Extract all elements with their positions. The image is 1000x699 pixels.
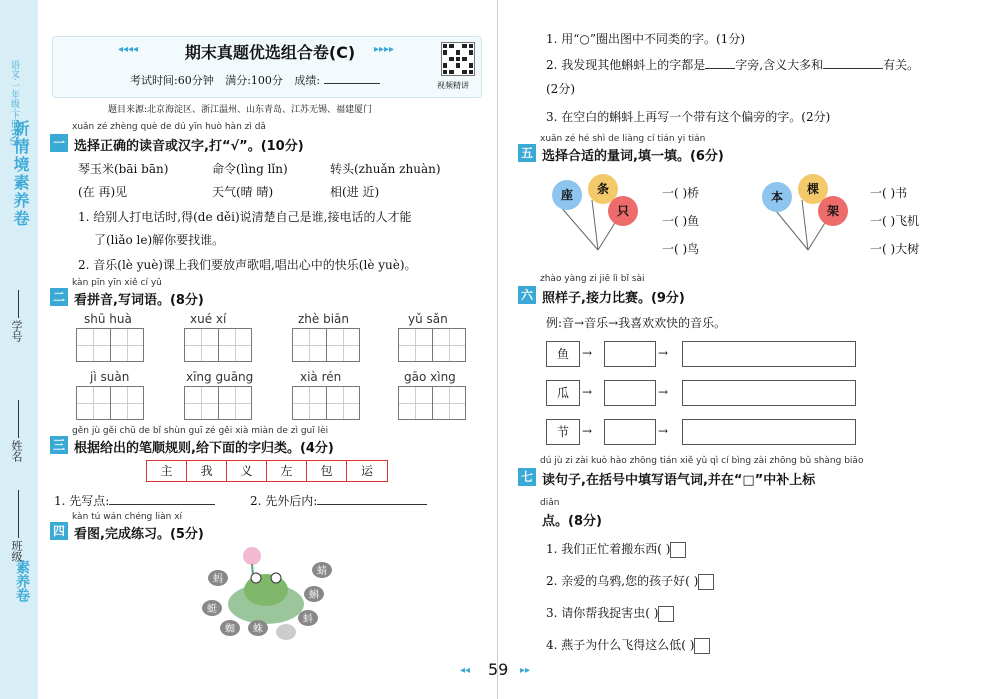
qr-label: 视频精讲 [437, 81, 469, 90]
s3-q2: 2. 先外后内: [250, 492, 427, 509]
tadpole-char: 蝌 [309, 590, 319, 601]
balloon: 座 [552, 180, 582, 210]
arrow-right-icon: → [658, 385, 669, 399]
section-2-pinyin: kàn pīn yīn xiě cí yǔ [72, 278, 162, 288]
section-4-pinyin: kàn tú wán chéng liàn xí [72, 512, 183, 522]
punctuation-box[interactable] [694, 638, 710, 654]
section-1-pinyin: xuǎn zé zhèng què de dú yīn huò hàn zì dǎ [72, 122, 266, 132]
r-q2-blank2[interactable] [823, 68, 883, 69]
r-q2[interactable]: 2. 我发现其他蝌蚪上的字都是 字旁,含义大多和 有关。 [546, 58, 920, 72]
s1-row1-item[interactable]: 琴玉米(bāi bān) [78, 162, 169, 176]
section-3-title: 根据给出的笔顺规则,给下面的字归类。(4分) [74, 441, 334, 456]
section-6-title: 照样子,接力比赛。(9分) [542, 291, 685, 306]
section-7-title-2: 点。(8分) [542, 514, 602, 529]
sentence-item[interactable]: 1. 我们正忙着搬东西( ) [546, 540, 686, 558]
exam-info [130, 72, 380, 88]
tadpole-char: 蛛 [253, 624, 263, 635]
word-pinyin: yǔ sǎn [408, 312, 448, 326]
s1-row2-item[interactable]: 相(进 近) [330, 185, 380, 199]
page-arrow-right-icon: ▸▸ [520, 665, 531, 676]
section-5-title: 选择合适的量词,填一填。(6分) [542, 149, 724, 164]
field-student-id: 学号 [10, 320, 23, 342]
measure-blank[interactable]: 一( )桥 [662, 186, 700, 200]
section-7-number: 七 [518, 468, 536, 486]
section-3-pinyin: gěn jù gěi chū de bǐ shùn guī zé gěi xià miàn de zì guī lèi [72, 426, 329, 436]
tadpole-char: 蚪 [303, 614, 313, 625]
exam-time: 考试时间:60分钟 [130, 74, 214, 87]
blank-tadpole [276, 624, 296, 640]
measure-blank[interactable]: 一( )飞机 [870, 214, 920, 228]
arrow-right-icon: → [582, 346, 593, 360]
stroke-char: 左 [267, 461, 307, 481]
writing-grid[interactable] [398, 386, 466, 420]
arrow-right-icon: → [582, 385, 593, 399]
tadpole-char: 蜻 [317, 566, 327, 577]
full-score: 满分:100分 [225, 74, 283, 87]
writing-grid[interactable] [184, 386, 252, 420]
relay-example: 例:音→音乐→我喜欢欢快的音乐。 [546, 316, 727, 330]
measure-blank[interactable]: 一( )鱼 [662, 214, 700, 228]
s3-q1-blank[interactable] [109, 504, 215, 505]
score-blank[interactable] [324, 83, 380, 84]
word-pinyin: gāo xìng [404, 370, 456, 384]
section-1-title: 选择正确的读音或汉字,打“√”。(10分) [74, 139, 304, 154]
r-q1[interactable]: 1. 用“○”圈出图中不同类的字。(1分) [546, 32, 746, 46]
section-4-title: 看图,完成练习。(5分) [74, 527, 204, 542]
section-6-number: 六 [518, 286, 536, 304]
word-pinyin: xià rén [300, 370, 342, 384]
page-divider [497, 0, 498, 699]
page-number: 59 [488, 660, 509, 679]
punctuation-box[interactable] [698, 574, 714, 590]
sentence-item[interactable]: 4. 燕子为什么飞得这么低( ) [546, 636, 710, 654]
field-line [18, 290, 19, 318]
writing-grid[interactable] [398, 328, 466, 362]
section-5-pinyin: xuǎn zé hé shì de liàng cí tián yi tián [540, 134, 706, 144]
arrow-right-icon: → [658, 346, 669, 360]
s3-q1: 1. 先写点: [54, 492, 215, 509]
section-5-number: 五 [518, 144, 536, 162]
balloon: 只 [608, 196, 638, 226]
writing-grid[interactable] [76, 386, 144, 420]
section-7-title: 读句子,在括号中填写语气词,并在“□”中补上标 [542, 473, 816, 488]
page-arrow-left-icon: ◂◂ [460, 665, 471, 676]
section-7-pinyin: dú jù zi zài kuò hào zhōng tián xiě yǔ qì cí bìng zài zhōng bǔ shàng biāo [540, 456, 864, 466]
lotus-flower [243, 547, 261, 565]
brand-title: 新情境素养卷 [11, 120, 30, 228]
s3-q2-blank[interactable] [317, 504, 427, 505]
measure-blank[interactable]: 一( )大树 [870, 242, 920, 256]
word-pinyin: shū huà [84, 312, 132, 326]
punctuation-box[interactable] [658, 606, 674, 622]
brand-subtitle: 语文·一年级·下册(RJ) [9, 60, 19, 147]
balloon: 架 [818, 196, 848, 226]
section-2-number: 二 [50, 288, 68, 306]
tadpole-char: 蜓 [207, 604, 217, 615]
relay-sentence-box[interactable] [682, 341, 856, 367]
stroke-char: 包 [307, 461, 347, 481]
tadpole-char: 蜘 [225, 624, 235, 635]
section-1-number: 一 [50, 134, 68, 152]
sidebar [0, 0, 38, 699]
score-label: 成绩: [294, 74, 321, 87]
relay-sentence-box[interactable] [682, 380, 856, 406]
section-6-pinyin: zhào yàng zi jiē lì bǐ sài [540, 274, 645, 284]
s1-item-1b[interactable]: 了(liǎo le)解你要找谁。 [94, 233, 225, 247]
writing-grid[interactable] [292, 386, 360, 420]
s1-row1-item[interactable]: 转头(zhuǎn zhuàn) [330, 162, 441, 176]
r-q3[interactable]: 3. 在空白的蝌蚪上再写一个带有这个偏旁的字。(2分) [546, 110, 831, 124]
stroke-char-table [146, 460, 388, 482]
s1-row2-item[interactable]: 天气(晴 晴) [212, 185, 274, 199]
relay-char: 鱼 [546, 341, 580, 367]
field-line [18, 490, 19, 538]
stroke-char: 运 [360, 464, 373, 478]
section-4-number: 四 [50, 522, 68, 540]
stroke-char: 主 [147, 461, 187, 481]
measure-blank[interactable]: 一( )鸟 [662, 242, 700, 256]
field-student-name: 姓名 [10, 440, 23, 462]
s1-row2-item[interactable]: (在 再)见 [78, 185, 128, 199]
arrow-right-icon: → [582, 424, 593, 438]
relay-word-box[interactable] [604, 419, 656, 445]
arrow-right-icon: ▸▸▸▸ [374, 44, 395, 55]
word-pinyin: xīng guāng [186, 370, 254, 384]
s1-item-1a[interactable]: 1. 给别人打电话时,得(de děi)说清楚自己是谁,接电话的人才能 [78, 210, 412, 224]
section-2-title: 看拼音,写词语。(8分) [74, 293, 204, 308]
word-pinyin: xué xí [190, 312, 227, 326]
page-title: 期末真题优选组合卷(C) [184, 43, 356, 62]
relay-word-box[interactable] [604, 341, 656, 367]
word-pinyin: zhè biān [298, 312, 350, 326]
sentence-item[interactable]: 3. 请你帮我捉害虫( ) [546, 604, 674, 622]
relay-sentence-box[interactable] [682, 419, 856, 445]
writing-grid[interactable] [184, 328, 252, 362]
arrow-right-icon: → [658, 424, 669, 438]
balloon: 本 [762, 182, 792, 212]
s1-row1-item[interactable]: 命令(lìng lǐn) [212, 162, 288, 176]
field-class: 班级 [10, 540, 23, 562]
r-q2-blank1[interactable] [705, 68, 735, 69]
tadpole-char: 蚂 [213, 574, 223, 585]
balloon: 棵 [798, 174, 828, 204]
relay-char: 瓜 [546, 380, 580, 406]
question-source: 题目来源:北京海淀区、浙江温州、山东青岛、江苏无锡、福建厦门 [108, 105, 373, 115]
qr-code-icon[interactable] [441, 42, 475, 76]
writing-grid[interactable] [76, 328, 144, 362]
punctuation-box[interactable] [670, 542, 686, 558]
field-line [18, 400, 19, 438]
brand-bottom: 素养卷 [14, 560, 30, 602]
relay-char: 节 [546, 419, 580, 445]
r-q2-score: (2分) [546, 82, 575, 96]
frog-tadpole-illustration [196, 544, 336, 644]
sentence-item[interactable]: 2. 亲爱的乌鸦,您的孩子好( ) [546, 572, 714, 590]
writing-grid[interactable] [292, 328, 360, 362]
stroke-char: 义 [227, 461, 267, 481]
word-pinyin: jì suàn [90, 370, 130, 384]
section-3-number: 三 [50, 436, 68, 454]
stroke-char: 我 [187, 461, 227, 481]
s1-item-2[interactable]: 2. 音乐(lè yuè)课上我们要放声歌唱,唱出心中的快乐(lè yuè)。 [78, 258, 417, 272]
relay-word-box[interactable] [604, 380, 656, 406]
measure-blank[interactable]: 一( )书 [870, 186, 908, 200]
section-7-pinyin-2: diǎn [540, 498, 560, 508]
balloon: 条 [588, 174, 618, 204]
arrow-left-icon: ◂◂◂◂ [118, 44, 139, 55]
